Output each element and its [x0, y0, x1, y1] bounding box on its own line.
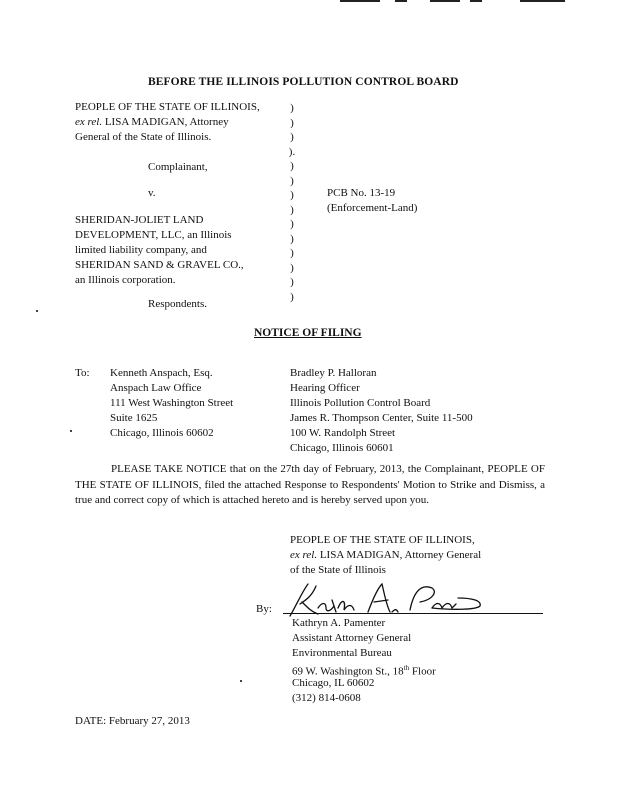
plaintiff-line: ex rel. LISA MADIGAN, Attorney [75, 116, 229, 128]
signature-party-line: ex rel. LISA MADIGAN, Attorney General [290, 549, 482, 561]
scan-mark [340, 0, 380, 2]
plaintiff-block [75, 100, 260, 145]
signature-party [290, 533, 481, 578]
recipient-1-line: Anspach Law Office [110, 382, 202, 394]
respondent-line: limited liability company, and [75, 244, 207, 256]
case-type: (Enforcement-Land) [327, 202, 418, 214]
plaintiff-line-rest: LISA MADIGAN, Attorney [104, 116, 229, 128]
signer-bureau: Environmental Bureau [292, 647, 392, 659]
recipient-1-line: Suite 1625 [110, 412, 158, 424]
respondent-line: an Illinois corporation. [75, 274, 176, 286]
complainant-label: Complainant, [148, 161, 208, 173]
recipient-2-line: 100 W. Randolph Street [290, 427, 396, 439]
signer-address-city: Chicago, IL 60602 [292, 677, 375, 689]
scan-mark [395, 0, 407, 2]
recipient-1-line: Kenneth Anspach, Esq. [110, 367, 213, 379]
signer-info [292, 616, 436, 706]
respondent-line: SHERIDAN-JOLIET LAND [75, 214, 204, 226]
signature-party-line: PEOPLE OF THE STATE OF ILLINOIS, [290, 534, 475, 546]
respondents-label: Respondents. [148, 298, 207, 310]
recipient-1 [110, 366, 233, 441]
recipient-2-line: James R. Thompson Center, Suite 11-500 [290, 412, 473, 424]
case-number: PCB No. 13-19 [327, 187, 396, 199]
recipient-2-line: Illinois Pollution Control Board [290, 397, 431, 409]
recipient-2-line: Bradley P. Halloran [290, 367, 377, 379]
recipient-2-line: Chicago, Illinois 60601 [290, 442, 394, 454]
by-label: By: [256, 603, 272, 615]
scan-mark [430, 0, 460, 2]
board-title: BEFORE THE ILLINOIS POLLUTION CONTROL BOARD [148, 76, 459, 88]
signer-address-street: 69 W. Washington St., 18th Floor [292, 664, 436, 678]
signer-title: Assistant Attorney General [292, 632, 412, 644]
to-label: To: [75, 367, 90, 379]
recipient-2-line: Hearing Officer [290, 382, 360, 394]
signer-name: Kathryn A. Pamenter [292, 617, 386, 629]
notice-heading: NOTICE OF FILING [254, 327, 362, 339]
caption-bracket: ) ) ) ). ) ) ) ) ) ) ) ) ) ) [288, 102, 296, 303]
respondent-block [75, 213, 244, 288]
plaintiff-line: PEOPLE OF THE STATE OF ILLINOIS, [75, 101, 260, 113]
respondent-line: SHERIDAN SAND & GRAVEL CO., [75, 259, 244, 271]
versus-label: v. [148, 187, 156, 199]
signer-phone: (312) 814-0608 [292, 692, 361, 704]
recipient-2 [290, 366, 473, 456]
recipient-1-line: 111 West Washington Street [110, 397, 234, 409]
notice-body: PLEASE TAKE NOTICE that on the 27th day of February, 2013, the Complainant, PEOPLE OF THE STATE OF ILLINOIS, filed the attached Response to Respondents' Motion to Strike and Dismiss, a true and correct copy of which is attached hereto and is hereby served upon you. [75, 463, 545, 506]
recipient-1-line: Chicago, Illinois 60602 [110, 427, 214, 439]
signature-party-rest: LISA MADIGAN, Attorney General [319, 549, 482, 561]
scan-mark [470, 0, 482, 2]
date-line: DATE: February 27, 2013 [75, 715, 190, 727]
scan-speck [36, 310, 38, 312]
plaintiff-line: General of the State of Illinois. [75, 131, 212, 143]
scan-speck [70, 430, 72, 432]
respondent-line: DEVELOPMENT, LLC, an Illinois [75, 229, 232, 241]
scan-mark [520, 0, 565, 2]
scan-speck [240, 680, 242, 682]
signature-party-line: of the State of Illinois [290, 564, 386, 576]
